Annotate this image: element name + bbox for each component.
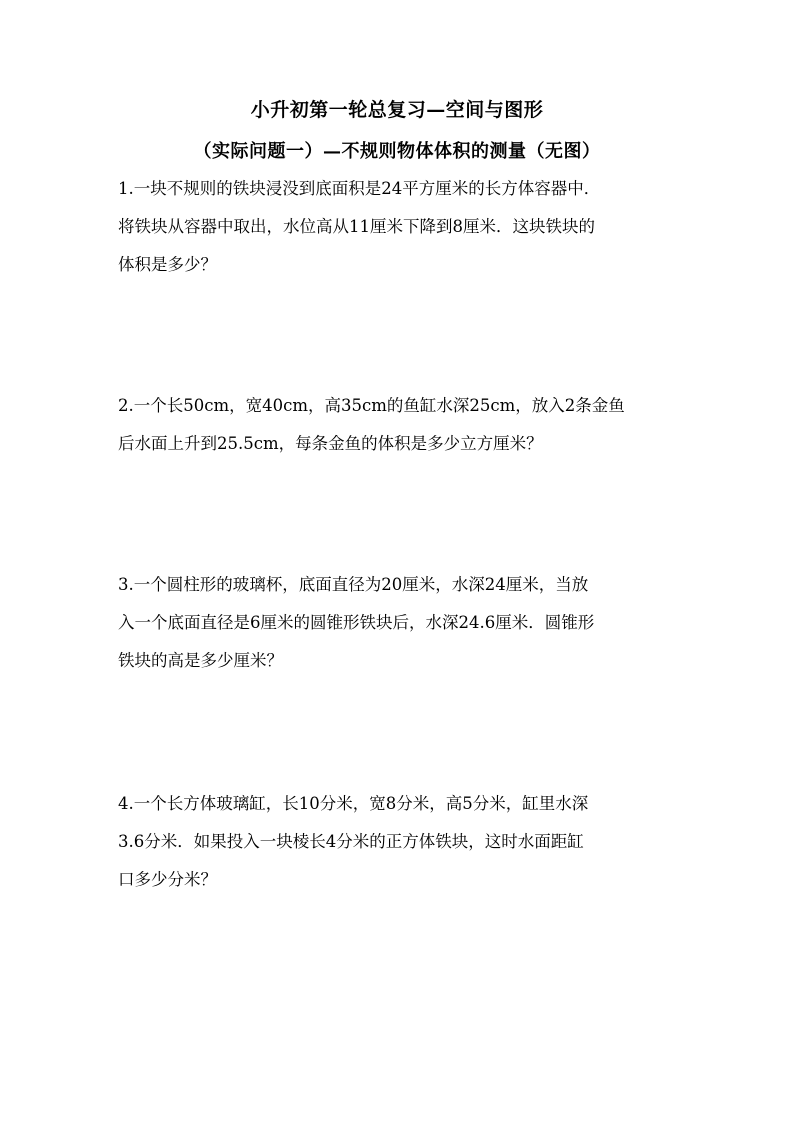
question-3-line-3: 铁块的高是多少厘米？ [118,651,283,670]
question-1-line-3: 体积是多少？ [118,255,217,274]
question-2-line-1: 2.一个长50cm，宽40cm，高35cm的鱼缸水深25cm，放入2条金鱼 [118,396,625,415]
question-4-line-1: 4.一个长方体玻璃缸，长10分米，宽8分米，高5分米，缸里水深 [118,794,589,813]
document-title: 小升初第一轮总复习—空间与图形 [250,99,544,121]
question-1-line-2: 将铁块从容器中取出，水位高从11厘米下降到8厘米．这块铁块的 [118,217,595,236]
document-subtitle: （实际问题一）—不规则物体体积的测量（无图） [193,141,601,162]
question-1 [118,170,678,284]
question-3-line-2: 入一个底面直径是6厘米的圆锥形铁块后，水深24.6厘米．圆锥形 [118,613,595,632]
question-4-line-2: 3.6分米．如果投入一块棱长4分米的正方体铁块，这时水面距缸 [118,832,584,851]
question-2 [118,387,678,463]
question-4 [118,785,678,899]
question-3-line-1: 3.一个圆柱形的玻璃杯，底面直径为20厘米，水深24厘米，当放 [118,575,589,594]
question-2-line-2: 后水面上升到25.5cm，每条金鱼的体积是多少立方厘米？ [118,434,543,453]
question-3 [118,566,678,680]
question-4-line-3: 口多少分米？ [118,870,217,889]
question-1-line-1: 1.一块不规则的铁块浸没到底面积是24平方厘米的长方体容器中． [118,179,601,198]
